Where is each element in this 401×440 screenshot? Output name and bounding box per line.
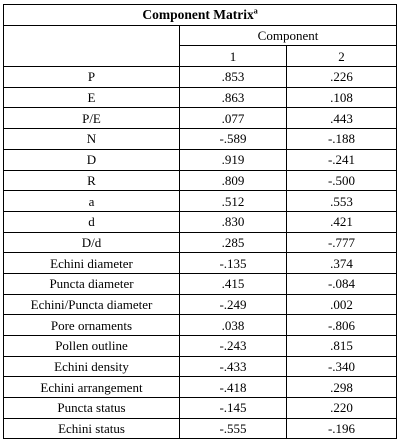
component-matrix-container: [3, 4, 396, 436]
row-label: Echini arrangement: [4, 377, 180, 398]
table-title: [4, 5, 397, 26]
component-1-value: -.589: [180, 129, 287, 150]
component-2-value: .220: [287, 398, 397, 419]
table-row: [4, 356, 397, 377]
component-2-value: .298: [287, 377, 397, 398]
component-2-value: -.188: [287, 129, 397, 150]
component-2-value: -.340: [287, 356, 397, 377]
table-row: [4, 191, 397, 212]
title-row: [4, 5, 397, 26]
table-row: [4, 418, 397, 439]
row-label: d: [4, 211, 180, 232]
row-label: P/E: [4, 108, 180, 129]
component-1-value: .512: [180, 191, 287, 212]
column-header-1: 1: [180, 46, 287, 67]
component-1-value: -.145: [180, 398, 287, 419]
table-row: [4, 398, 397, 419]
component-2-value: .002: [287, 294, 397, 315]
component-2-value: .553: [287, 191, 397, 212]
table-row: [4, 232, 397, 253]
component-header: Component: [180, 25, 397, 46]
table-row: [4, 129, 397, 150]
component-2-value: -.084: [287, 273, 397, 294]
table-row: [4, 211, 397, 232]
table-row: [4, 87, 397, 108]
component-1-value: .415: [180, 273, 287, 294]
component-1-value: -.243: [180, 336, 287, 357]
component-2-value: .226: [287, 67, 397, 88]
row-label-header: [4, 25, 180, 66]
table-title-superscript: a: [253, 6, 258, 16]
table-row: [4, 336, 397, 357]
component-1-value: .809: [180, 170, 287, 191]
component-1-value: .853: [180, 67, 287, 88]
table-row: [4, 377, 397, 398]
row-label: Echini status: [4, 418, 180, 439]
component-header-row: [4, 25, 397, 46]
component-1-value: -.135: [180, 253, 287, 274]
component-2-value: -.196: [287, 418, 397, 439]
row-label: Puncta status: [4, 398, 180, 419]
component-1-value: .038: [180, 315, 287, 336]
component-1-value: .077: [180, 108, 287, 129]
column-header-2: 2: [287, 46, 397, 67]
table-row: [4, 149, 397, 170]
matrix-body: [4, 67, 397, 439]
component-2-value: -.777: [287, 232, 397, 253]
component-2-value: .374: [287, 253, 397, 274]
table-row: [4, 170, 397, 191]
row-label: Echini density: [4, 356, 180, 377]
table-row: [4, 294, 397, 315]
component-1-value: .863: [180, 87, 287, 108]
component-1-value: -.418: [180, 377, 287, 398]
row-label: D: [4, 149, 180, 170]
row-label: E: [4, 87, 180, 108]
row-label: a: [4, 191, 180, 212]
table-row: [4, 67, 397, 88]
table-row: [4, 315, 397, 336]
row-label: Echini diameter: [4, 253, 180, 274]
component-matrix-table: [3, 4, 397, 439]
table-title-text: Component Matrix: [142, 7, 254, 23]
row-label: Pore ornaments: [4, 315, 180, 336]
row-label: Echini/Puncta diameter: [4, 294, 180, 315]
component-2-value: -.500: [287, 170, 397, 191]
component-2-value: -.806: [287, 315, 397, 336]
table-row: [4, 108, 397, 129]
table-row: [4, 253, 397, 274]
component-2-value: .443: [287, 108, 397, 129]
component-2-value: .421: [287, 211, 397, 232]
table-row: [4, 273, 397, 294]
component-1-value: .285: [180, 232, 287, 253]
row-label: Pollen outline: [4, 336, 180, 357]
component-1-value: .919: [180, 149, 287, 170]
row-label: D/d: [4, 232, 180, 253]
component-1-value: -.555: [180, 418, 287, 439]
component-2-value: .108: [287, 87, 397, 108]
component-1-value: -.433: [180, 356, 287, 377]
row-label: Puncta diameter: [4, 273, 180, 294]
row-label: P: [4, 67, 180, 88]
component-2-value: -.241: [287, 149, 397, 170]
row-label: N: [4, 129, 180, 150]
component-2-value: .815: [287, 336, 397, 357]
component-1-value: -.249: [180, 294, 287, 315]
component-1-value: .830: [180, 211, 287, 232]
row-label: R: [4, 170, 180, 191]
